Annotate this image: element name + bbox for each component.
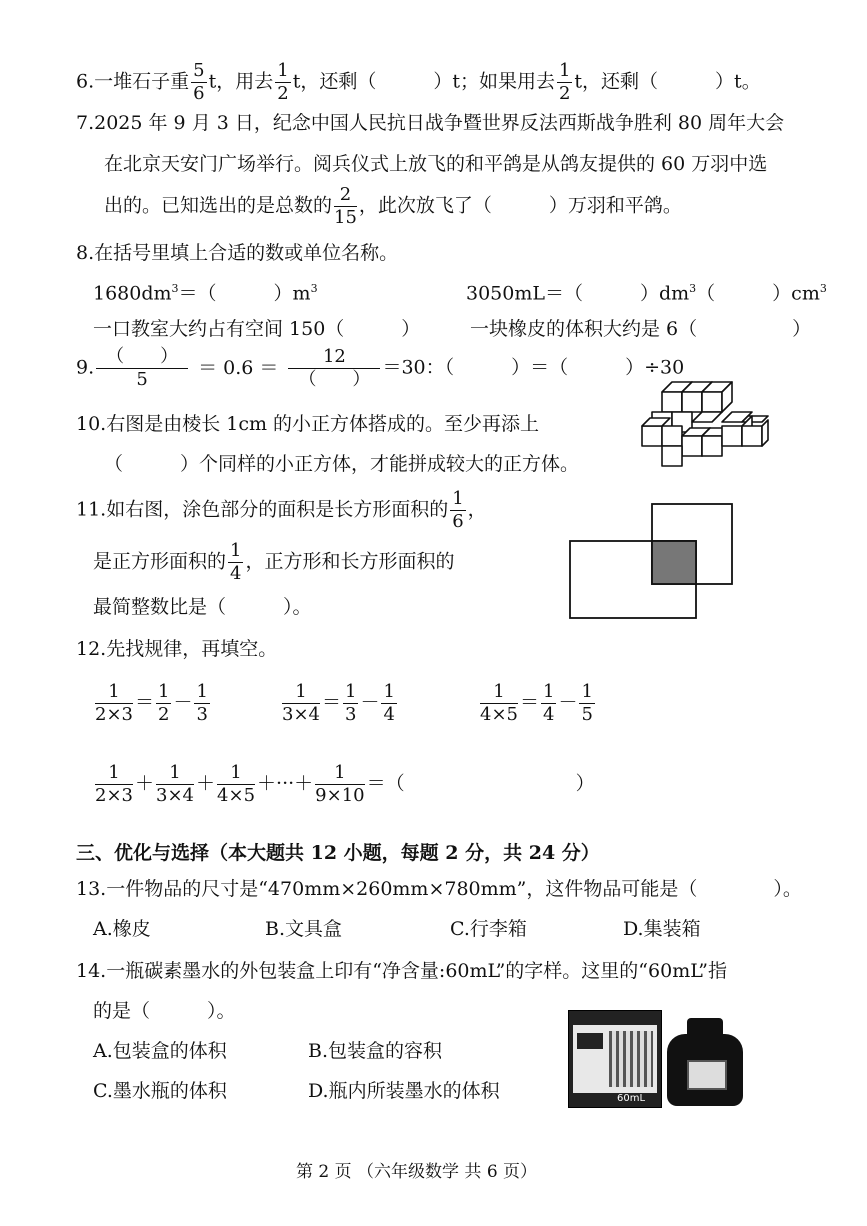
option-c: C.墨水瓶的体积 <box>93 1080 227 1102</box>
pattern-3: $\frac{1}{4\times 5}$ ＝ $\frac{1}{4}$ － $\frac{1}{5}$ <box>480 681 593 725</box>
pattern-1: $\frac{1}{2\times 3}$ ＝ $\frac{1}{2}$ － $\frac{1}{3}$ <box>95 681 208 725</box>
question-7-line-2: 在北京天安门广场举行。阅兵仪式上放飞的和平鸽是从鸽友提供的 60 万羽中选 <box>104 153 768 175</box>
question-13: 13.一件物品的尺寸是“470mm×260mm×780mm”，这件物品可能是（ ）。 <box>76 878 802 900</box>
question-8-a: $1680dm^3=$（ ）$m^3$ <box>93 282 318 305</box>
fraction: $\frac{1}{4}$ <box>230 540 242 584</box>
question-10-line-1: 10.右图是由棱长 1cm 的小正方体搭成的。至少再添上 <box>76 413 540 435</box>
question-8-b: 3050mL＝（ ）$dm^3$（ ）$cm^3$ <box>466 282 827 305</box>
fraction: $\frac{2}{15}$ <box>334 184 357 228</box>
ink-box-image: 60mL <box>568 1010 662 1108</box>
pattern-2: $\frac{1}{3\times 4}$ ＝ $\frac{1}{3}$ － $\frac{1}{4}$ <box>282 681 395 725</box>
question-9: 9. $\frac{( )}{5}$ ＝ 0.6 ＝ $\frac{12}{( )}$ ＝30：（ ）＝（ ）÷30 <box>76 346 685 390</box>
question-10-line-2: （ ）个同样的小正方体，才能拼成较大的正方体。 <box>104 453 580 475</box>
fraction: $\frac{5}{6}$ <box>193 60 205 104</box>
option-b: B.文具盒 <box>265 918 343 940</box>
question-12-title: 12.先找规律，再填空。 <box>76 638 278 660</box>
question-7-line-1: 7.2025 年 9 月 3 日，纪念中国人民抗日战争暨世界反法西斯战争胜利 80 周年大会 <box>76 112 785 134</box>
question-6: 6.一堆石子重 $\frac{5}{6}$ t，用去 $\frac{1}{2}$ t，还剩（ ）t；如果用去 $\frac{1}{2}$ t，还剩（ ）t。 <box>76 60 761 104</box>
question-8-d: 一块橡皮的体积大约是 6（ ） <box>470 318 812 340</box>
option-c: C.行李箱 <box>450 918 527 940</box>
question-11-line-2: 是正方形面积的 $\frac{1}{4}$ ，正方形和长方形面积的 <box>93 540 455 584</box>
page-footer: 第 2 页 （六年级数学 共 6 页） <box>296 1162 538 1182</box>
ink-bottle-image <box>665 1018 745 1106</box>
option-d: D.瓶内所装墨水的体积 <box>308 1080 500 1102</box>
option-b: B.包装盒的容积 <box>308 1040 443 1062</box>
fraction: $\frac{1}{6}$ <box>452 488 464 532</box>
question-8-c: 一口教室大约占有空间 150（ ） <box>93 318 421 340</box>
question-7-line-3: 出的。已知选出的是总数的 $\frac{2}{15}$ ，此次放飞了（ ）万羽和平鸽。 <box>104 184 682 228</box>
question-8-title: 8.在括号里填上合适的数或单位名称。 <box>76 242 399 264</box>
fraction: $\frac{1}{2}$ <box>277 60 289 104</box>
question-14-line-1: 14.一瓶碳素墨水的外包装盒上印有“净含量:60mL”的字样。这里的“60mL”指 <box>76 960 727 982</box>
question-14-line-2: 的是（ ）。 <box>93 1000 236 1022</box>
fraction: $\frac{1}{2}$ <box>558 60 571 104</box>
fraction: $\frac{12}{( )}$ <box>288 348 380 389</box>
fraction: $\frac{( )}{5}$ <box>96 348 188 389</box>
option-a: A.橡皮 <box>93 918 151 940</box>
pattern-sum: $\frac{1}{2\times 3}$ ＋ $\frac{1}{3\times 4}$ ＋ $\frac{1}{4\times 5}$ ＋···＋ $\frac{1}{9\times 10}$ ＝（ ） <box>95 762 595 806</box>
question-11-line-1: 11.如右图，涂色部分的面积是长方形面积的 $\frac{1}{6}$ ， <box>76 488 487 532</box>
question-11-line-3: 最简整数比是（ ）。 <box>93 596 312 618</box>
option-d: D.集装箱 <box>623 918 701 940</box>
cube-stack-figure <box>640 374 770 474</box>
overlap-rectangles-figure <box>566 498 738 624</box>
option-a: A.包装盒的体积 <box>93 1040 227 1062</box>
section-3-heading: 三、优化与选择（本大题共 12 小题，每题 2 分，共 24 分） <box>76 842 600 864</box>
